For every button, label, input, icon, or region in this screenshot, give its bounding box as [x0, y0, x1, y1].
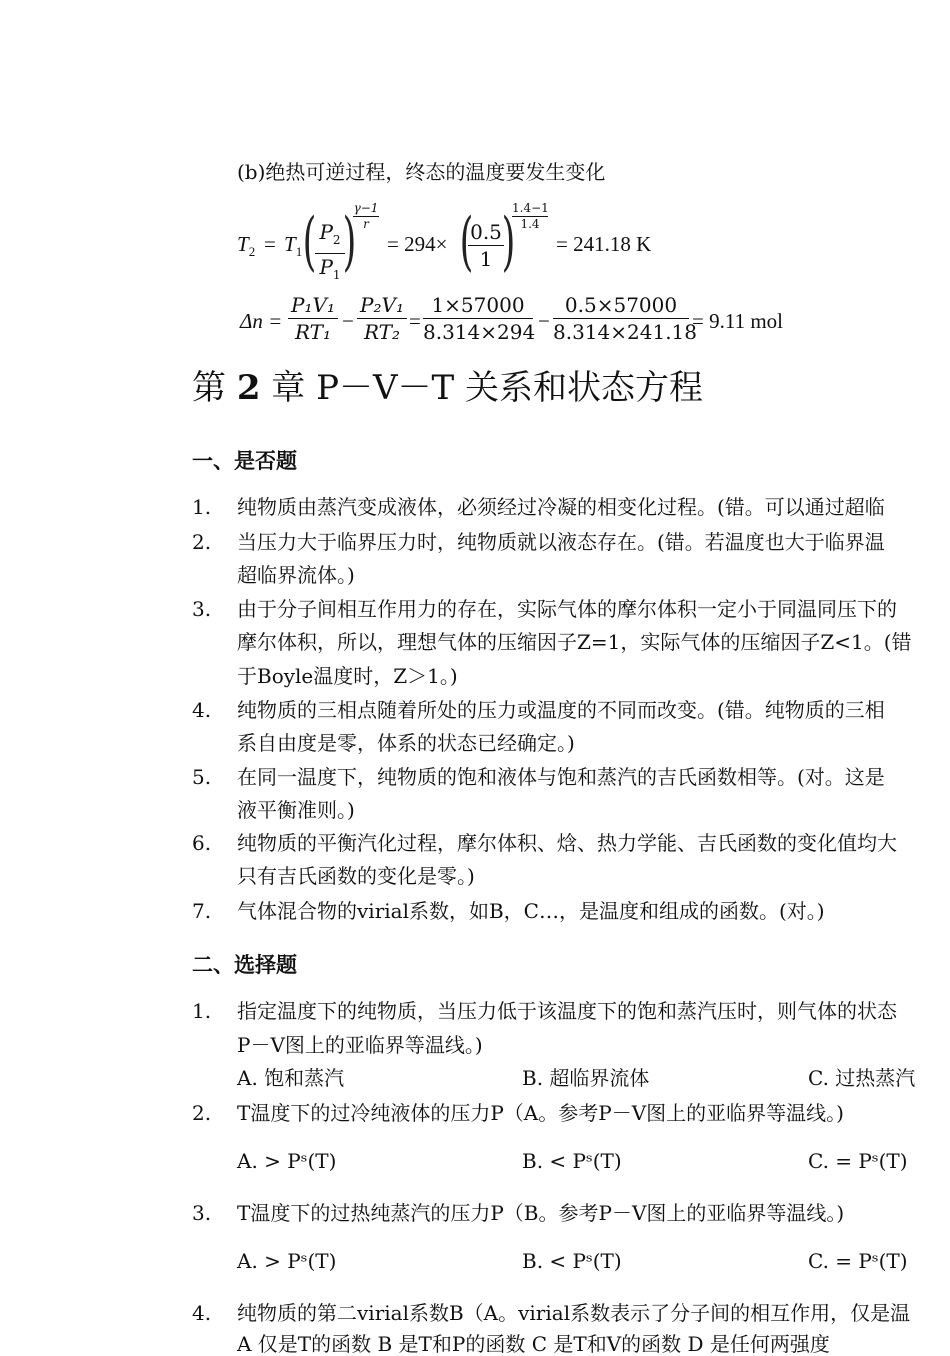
item-line: 纯物质的平衡汽化过程，摩尔体积、焓、热力学能、吉氏函数的变化值均大 [237, 831, 897, 855]
eq1-pressure-ratio: $P_2$ $P_1$ [315, 220, 345, 287]
item-line: 纯物质由蒸汽变成液体，必须经过冷凝的相变化过程。(错。可以通过超临 [237, 495, 885, 519]
question-line: P－V图上的亚临界等温线。) [237, 1033, 483, 1057]
item-line: 在同一温度下，纯物质的饱和液体与饱和蒸汽的吉氏函数相等。(对。这是 [237, 765, 885, 789]
eq1-paren2-left: ( [459, 205, 474, 279]
question-line: A 仅是T的函数 B 是T和P的函数 C 是T和V的函数 D 是任何两强度 [237, 1332, 830, 1356]
part-b-heading: (b)绝热可逆过程，终态的温度要发生变化 [237, 160, 606, 184]
item-number: 3. [192, 597, 212, 621]
eq1-paren-left: ( [302, 205, 317, 279]
eq1-lhs: $T_2$ [237, 232, 256, 260]
section-multiple-choice-title: 二、选择题 [192, 953, 297, 977]
item-number: 5. [192, 765, 212, 789]
eq2-result: = 9.11 mol [692, 309, 783, 333]
eq1-t1: $T_1$ [284, 232, 303, 260]
question-number: 2. [192, 1101, 212, 1125]
option-a: A. > Pˢ(T) [237, 1149, 337, 1173]
eq2-frac1: P₁V₁ RT₁ [288, 293, 338, 344]
eq1-exponent2: 1.4−1 1.4 [512, 201, 549, 231]
option-c: C. = Pˢ(T) [808, 1249, 908, 1273]
eq1-equals: = [264, 232, 276, 256]
eq1-result: = 241.18 K [556, 232, 652, 256]
eq1-numeric-ratio: 0.5 1 [468, 220, 504, 271]
question-number: 1. [192, 999, 212, 1023]
eq2-frac2: P₂V₁ RT₂ [357, 293, 407, 344]
option-b: B. 超临界流体 [522, 1066, 650, 1090]
item-line: 当压力大于临界压力时，纯物质就以液态存在。(错。若温度也大于临界温 [237, 530, 885, 554]
option-a: A. > Pˢ(T) [237, 1249, 337, 1273]
chapter-title: 第 2 章 P－V－T 关系和状态方程 [192, 368, 704, 408]
eq2-lhs: Δn = [240, 309, 283, 333]
item-line: 摩尔体积，所以，理想气体的压缩因子Z=1，实际气体的压缩因子Z<1。(错 [237, 630, 912, 654]
option-a: A. 饱和蒸汽 [237, 1066, 345, 1090]
question-line: T温度下的过冷纯液体的压力P（A。参考P－V图上的亚临界等温线。) [237, 1101, 844, 1125]
eq2-minus1: − [342, 309, 354, 333]
item-number: 1. [192, 495, 212, 519]
option-c: C. = Pˢ(T) [808, 1149, 908, 1173]
item-line: 由于分子间相互作用力的存在，实际气体的摩尔体积一定小于同温同压下的 [237, 597, 897, 621]
item-line: 液平衡准则。) [237, 798, 355, 822]
item-line: 气体混合物的virial系数，如B，C…，是温度和组成的函数。(对。) [237, 899, 825, 923]
option-c: C. 过热蒸汽 [808, 1066, 916, 1090]
item-number: 6. [192, 831, 212, 855]
eq2-equals: = [409, 309, 421, 333]
item-line: 只有吉氏函数的变化是零。) [237, 864, 475, 888]
question-line: 指定温度下的纯物质，当压力低于该温度下的饱和蒸汽压时，则气体的状态 [237, 999, 897, 1023]
eq1-paren-right: ) [342, 205, 357, 279]
eq2-frac4: 0.5×57000 8.314×241.18 [553, 293, 697, 344]
option-b: B. < Pˢ(T) [522, 1249, 622, 1273]
section-true-false-title: 一、是否题 [192, 449, 297, 473]
item-number: 2. [192, 530, 212, 554]
eq1-mid: = 294× [387, 232, 448, 256]
eq1-exponent: γ−1 r [353, 201, 379, 231]
item-line: 于Boyle温度时，Z＞1。) [237, 664, 458, 688]
question-line: 纯物质的第二virial系数B（A。virial系数表示了分子间的相互作用，仅是温 [237, 1301, 911, 1325]
eq2-frac3: 1×57000 8.314×294 [423, 293, 536, 344]
question-line: T温度下的过热纯蒸汽的压力P（B。参考P－V图上的亚临界等温线。) [237, 1201, 845, 1225]
question-number: 4. [192, 1301, 212, 1325]
eq2-minus2: − [538, 309, 550, 333]
eq1-paren2-right: ) [501, 205, 516, 279]
item-line: 超临界流体。) [237, 563, 355, 587]
question-number: 3. [192, 1201, 212, 1225]
item-number: 7. [192, 899, 212, 923]
option-b: B. < Pˢ(T) [522, 1149, 622, 1173]
item-line: 系自由度是零，体系的状态已经确定。) [237, 731, 575, 755]
item-number: 4. [192, 698, 212, 722]
item-line: 纯物质的三相点随着所处的压力或温度的不同而改变。(错。纯物质的三相 [237, 698, 885, 722]
